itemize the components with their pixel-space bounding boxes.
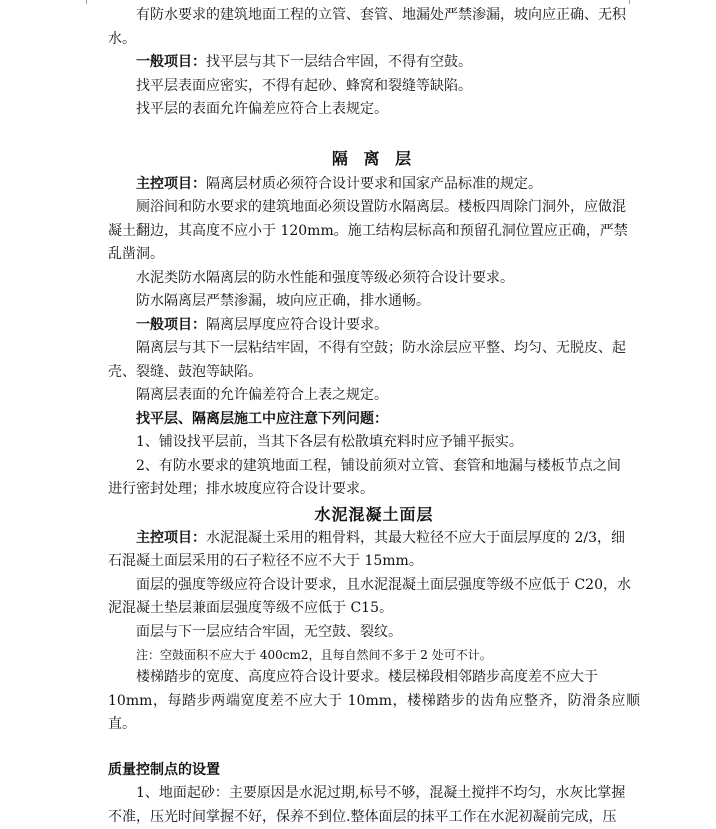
text-line: 厕浴间和防水要求的建筑地面必须设置防水隔离层。楼板四周除门洞外，应做混: [136, 199, 626, 215]
text-line: 面层与下一层应结合牢固，无空鼓、裂纹。: [136, 624, 402, 640]
paragraph-continuation: [108, 361, 640, 385]
text-line: 不准，压光时间掌握不好，保养不到位.整体面层的抹平工作在水泥初凝前完成，压: [108, 809, 616, 825]
paragraph-general-items: [108, 51, 640, 75]
paragraph-attention-heading: 找平层、隔离层施工中应注意下列问题：: [108, 408, 640, 432]
paragraph-surface-dense: [108, 75, 640, 99]
paragraph-cement-main: [108, 527, 640, 551]
margin-crop-mark-left: [86, 0, 87, 4]
paragraph-leveling-waterproof: [108, 4, 640, 28]
text-line: 2、有防水要求的建筑地面工程，铺设前须对立管、套管和地漏与楼板节点之间: [136, 458, 621, 474]
paragraph-continuation: [108, 220, 640, 244]
text-line: 水。: [108, 31, 136, 47]
text-line: 隔离层材质必须符合设计要求和国家产品标准的规定。: [206, 176, 542, 192]
paragraph-surface-deviation: [108, 98, 640, 122]
text-line: 找平层的表面允许偏差应符合上表规定。: [136, 101, 388, 117]
paragraph-continuation: [108, 243, 640, 267]
paragraph-bonding: [108, 337, 640, 361]
general-items-label: 一般项目：: [136, 54, 206, 70]
text-line: 1、地面起砂：主要原因是水泥过期,标号不够，混凝土搅拌不均匀，水灰比掌握: [136, 785, 625, 801]
section-heading-cement-concrete-surface: 水泥混凝土面层: [108, 503, 640, 527]
text-line: 1、铺设找平层前，当其下各层有松散填充料时应予铺平振实。: [136, 434, 523, 450]
text-line: 隔离层表面的允许偏差符合上表之规定。: [136, 387, 388, 403]
section-heading-quality-control: 质量控制点的设置: [108, 759, 640, 783]
text-line: 乱凿洞。: [108, 246, 164, 262]
text-line: 面层的强度等级应符合设计要求，且水泥混凝土面层强度等级不应低于 C20，水: [136, 577, 631, 593]
text-line: 隔离层与其下一层粘结牢固，不得有空鼓；防水涂层应平整、均匀、无脱皮、起: [136, 340, 626, 356]
text-line: 水泥混凝土采用的粗骨料，其最大粒径不应大于面层厚度的 2/3，细: [206, 530, 625, 546]
general-items-label: 一般项目：: [136, 317, 206, 333]
paragraph-continuation: [108, 28, 640, 52]
text-line: 凝土翻边，其高度不应小于 120mm。施工结构层标高和预留孔洞位置应正确，严禁: [108, 223, 628, 239]
text-line: 防水隔离层严禁渗漏，坡向应正确，排水通畅。: [136, 293, 430, 309]
paragraph-bathroom-waterproof: [108, 196, 640, 220]
text-line: 隔离层厚度应符合设计要求。: [206, 317, 388, 333]
text-line: 有防水要求的建筑地面工程的立管、套管、地漏处严禁渗漏，坡向应正确、无积: [136, 7, 626, 23]
text-line: 进行密封处理；排水坡度应符合设计要求。: [108, 481, 374, 497]
list-item-2: [108, 455, 640, 479]
main-items-label: 主控项目：: [136, 176, 206, 192]
paragraph-isolation-general: [108, 314, 640, 338]
document-body: [108, 4, 640, 829]
main-items-label: 主控项目：: [136, 530, 206, 546]
paragraph-continuation: [108, 690, 640, 737]
paragraph-bonding-surface: [108, 621, 640, 645]
text-line: 壳、裂缝、鼓泡等缺陷。: [108, 364, 262, 380]
note-hollow-area: 注：空鼓面积不应大于 400cm2，且每自然间不多于 2 处可不计。: [108, 644, 640, 666]
text-line: 10mm，每踏步两端宽度差不应大于 10mm，楼梯踏步的齿角应整齐，防滑条应顺直。: [108, 693, 640, 733]
text-line: 水泥类防水隔离层的防水性能和强度等级必须符合设计要求。: [136, 270, 514, 286]
text-line: 石混凝土面层采用的石子粒径不应不大于 15mm。: [108, 553, 423, 569]
paragraph-continuation: [108, 806, 640, 829]
section-heading-isolation-layer: 隔 离 层: [108, 148, 640, 170]
list-item-1: [108, 431, 640, 455]
paragraph-isolation-deviation: [108, 384, 640, 408]
text-line: 泥混凝土垫层兼面层强度等级不应低于 C15。: [108, 600, 393, 616]
paragraph-strength-grade: [108, 574, 640, 598]
paragraph-continuation: [108, 550, 640, 574]
paragraph-continuation: [108, 597, 640, 621]
text-line: 楼梯踏步的宽度、高度应符合设计要求。楼层梯段相邻踏步高度差不应大于: [136, 669, 598, 685]
list-item-sanding: [108, 782, 640, 806]
text-line: 找平层表面应密实，不得有起砂、蜂窝和裂缝等缺陷。: [136, 78, 472, 94]
paragraph-no-leak: [108, 290, 640, 314]
paragraph-cement-waterproof: [108, 267, 640, 291]
text-line: 找平层与其下一层结合牢固，不得有空鼓。: [206, 54, 472, 70]
paragraph-continuation: [108, 478, 640, 502]
paragraph-stair-steps: [108, 666, 640, 690]
paragraph-isolation-main: [108, 173, 640, 197]
